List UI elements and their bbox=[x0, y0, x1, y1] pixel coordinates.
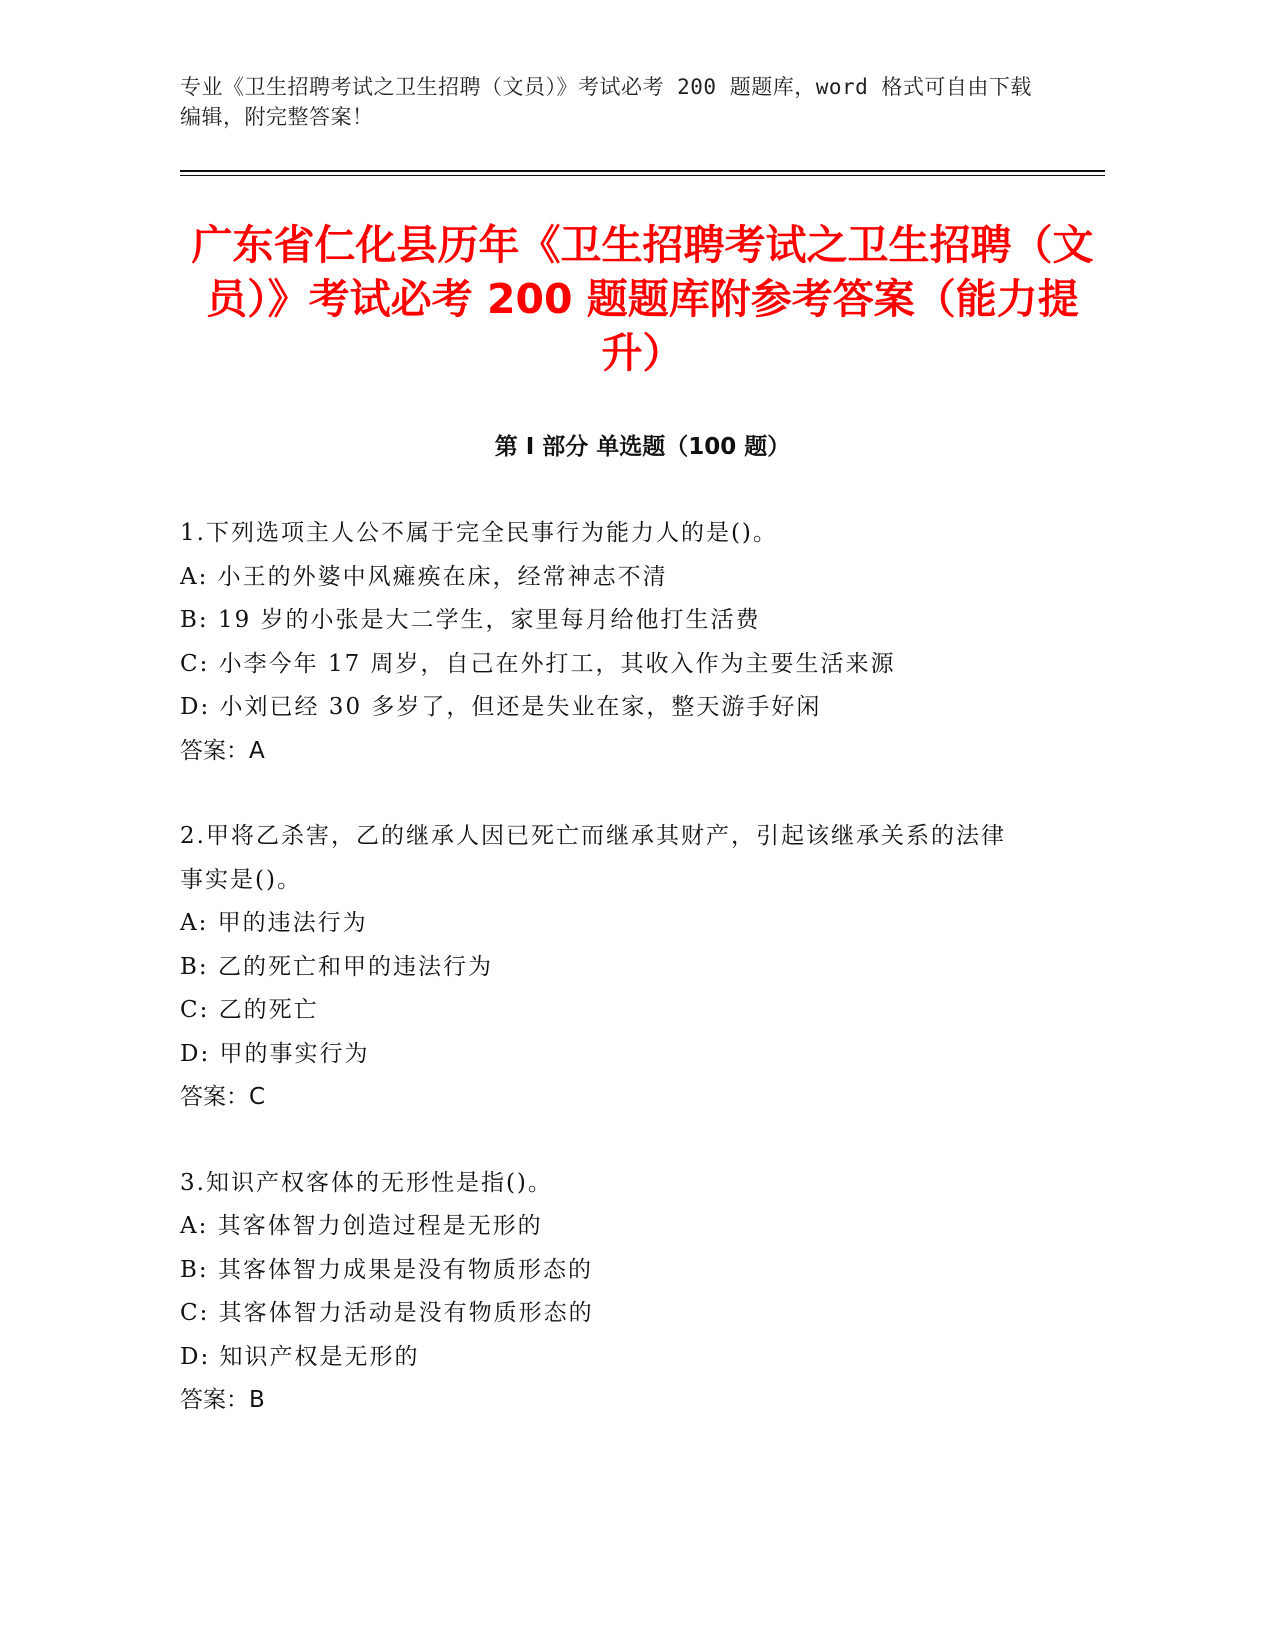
question-stem: 3.知识产权客体的无形性是指()。 bbox=[180, 1169, 553, 1196]
question-1 bbox=[180, 512, 1105, 773]
answer: 答案：C bbox=[180, 1084, 266, 1110]
answer: 答案：A bbox=[180, 737, 265, 764]
option-c: C: 其客体智力活动是没有物质形态的 bbox=[180, 1300, 594, 1326]
option-b: B: 其客体智力成果是没有物质形态的 bbox=[180, 1256, 593, 1283]
question-2 bbox=[180, 815, 1105, 1120]
option-d: D: 甲的事实行为 bbox=[180, 1040, 370, 1067]
option-c: C: 小李今年 17 周岁，自己在外打工，其收入作为主要生活来源 bbox=[180, 650, 896, 677]
header-divider bbox=[180, 170, 1105, 176]
option-a: A: 小王的外婆中风瘫痪在床，经常神志不清 bbox=[180, 563, 668, 590]
option-a: A: 其客体智力创造过程是无形的 bbox=[180, 1213, 543, 1239]
header-note: 专业《卫生招聘考试之卫生招聘（文员）》考试必考 200 题题库，word 格式可自由下载编辑，附完整答案！ bbox=[180, 75, 1032, 129]
document-title: 广东省仁化县历年《卫生招聘考试之卫生招聘（文员）》考试必考 200 题题库附参考答案（能力提升） bbox=[191, 221, 1094, 377]
answer: 答案：B bbox=[180, 1387, 265, 1413]
document-page bbox=[180, 72, 1105, 1423]
option-d: D: 知识产权是无形的 bbox=[180, 1343, 420, 1370]
option-c: C: 乙的死亡 bbox=[180, 997, 319, 1023]
option-b: B: 19 岁的小张是大二学生，家里每月给他打生活费 bbox=[180, 607, 761, 633]
question-stem: 1.下列选项主人公不属于完全民事行为能力人的是()。 bbox=[180, 520, 778, 546]
option-b: B: 乙的死亡和甲的违法行为 bbox=[180, 953, 493, 980]
option-d: D: 小刘已经 30 多岁了，但还是失业在家，整天游手好闲 bbox=[180, 694, 822, 720]
section-title: 第 I 部分 单选题（100 题） bbox=[494, 434, 791, 460]
question-stem: 2.甲将乙杀害，乙的继承人因已死亡而继承其财产，引起该继承关系的法律事实是()。 bbox=[180, 823, 1006, 893]
option-a: A: 甲的违法行为 bbox=[180, 910, 368, 936]
question-3 bbox=[180, 1162, 1105, 1423]
